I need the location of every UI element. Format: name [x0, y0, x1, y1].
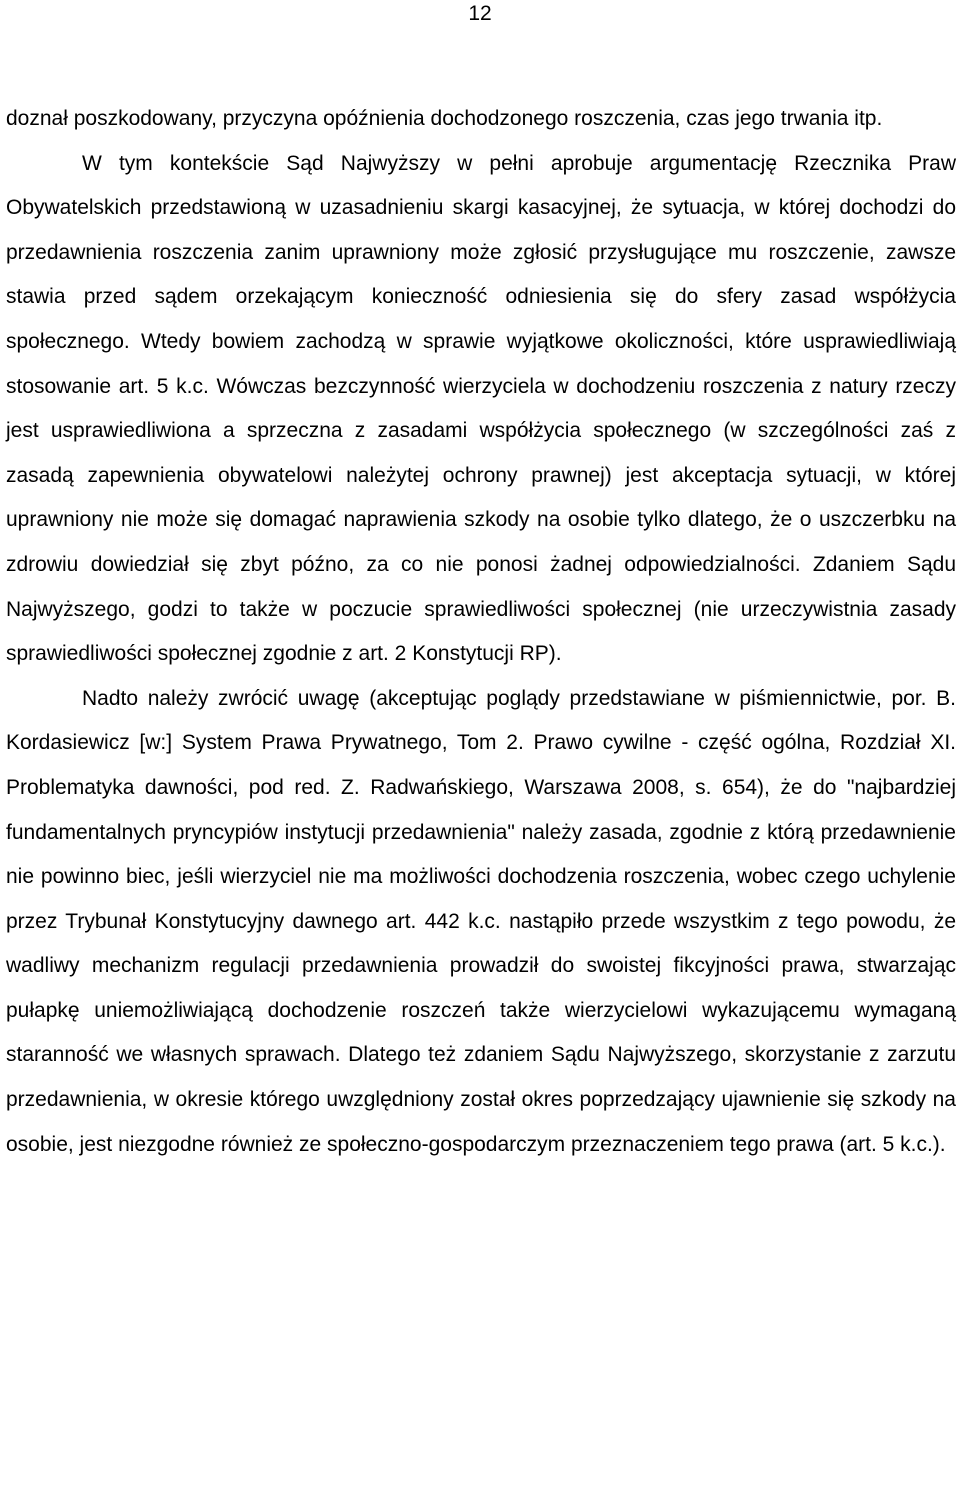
paragraph-3: Nadto należy zwrócić uwagę (akceptując poglądy przedstawiane w piśmiennictwie, por. B. Kordasiewicz [w:] System Prawa Prywatnego, Tom 2. Prawo cywilne - część ogólna, Rozdział XI. Problematyka dawności, pod red. Z. Radwańskiego, Warszawa 2008, s. 654), że do "najbardziej fundamentalnych pryncypiów instytucji przedawnienia" należy zasada, zgodnie z którą przedawnienie nie powinno biec, jeśli wierzyciel nie ma możliwości dochodzenia roszczenia, wobec czego uchylenie przez Trybunał Konstytucyjny dawnego art. 442 k.c. nastąpiło przede wszystkim z tego powodu, że wadliwy mechanizm regulacji przedawnienia prowadził do swoistej fikcyjności prawa, stwarzając pułapkę uniemożliwiającą dochodzenie roszczeń także wierzycielowi wykazującemu wymaganą staranność we własnych sprawach. Dlatego też zdaniem Sądu Najwyższego, skorzystanie z zarzutu przedawnienia, w okresie którego uwzględniony został okres poprzedzający ujawnienie się szkody na osobie, jest niezgodne również ze społeczno-gospodarczym przeznaczeniem tego prawa (art. 5 k.c.). — [6, 686, 956, 1156]
paragraph-2: W tym kontekście Sąd Najwyższy w pełni aprobuje argumentację Rzecznika Praw Obywatelskich przedstawioną w uzasadnieniu skargi kasacyjnej, że sytuacja, w której dochodzi do przedawnienia roszczenia zanim uprawniony może zgłosić przysługujące mu roszczenie, zawsze stawia przed sądem orzekającym konieczność odniesienia się do sfery zasad współżycia społecznego. Wtedy bowiem zachodzą w sprawie wyjątkowe okoliczności, które usprawiedliwiają stosowanie art. 5 k.c. Wówczas bezczynność wierzyciela w dochodzeniu roszczenia z natury rzeczy jest usprawiedliwiona a sprzeczna z zasadami współżycia społecznego (w szczególności zaś z zasadą zapewnienia obywatelowi należytej ochrony prawnej) jest akceptacja sytuacji, w której uprawniony nie może się domagać naprawienia szkody na osobie tylko dlatego, że o uszczerbku na zdrowiu dowiedział się zbyt późno, za co nie ponosi żadnej odpowiedzialności. Zdaniem Sądu Najwyższego, godzi to także w poczucie sprawiedliwości społecznej (nie urzeczywistnia zasady sprawiedliwości społecznej zgodnie z art. 2 Konstytucji RP). — [6, 151, 956, 666]
paragraph-1: doznał poszkodowany, przyczyna opóźnienia dochodzonego roszczenia, czas jego trwania itp. — [6, 107, 883, 130]
page-number: 12 — [468, 2, 492, 25]
document-body — [6, 97, 956, 1167]
